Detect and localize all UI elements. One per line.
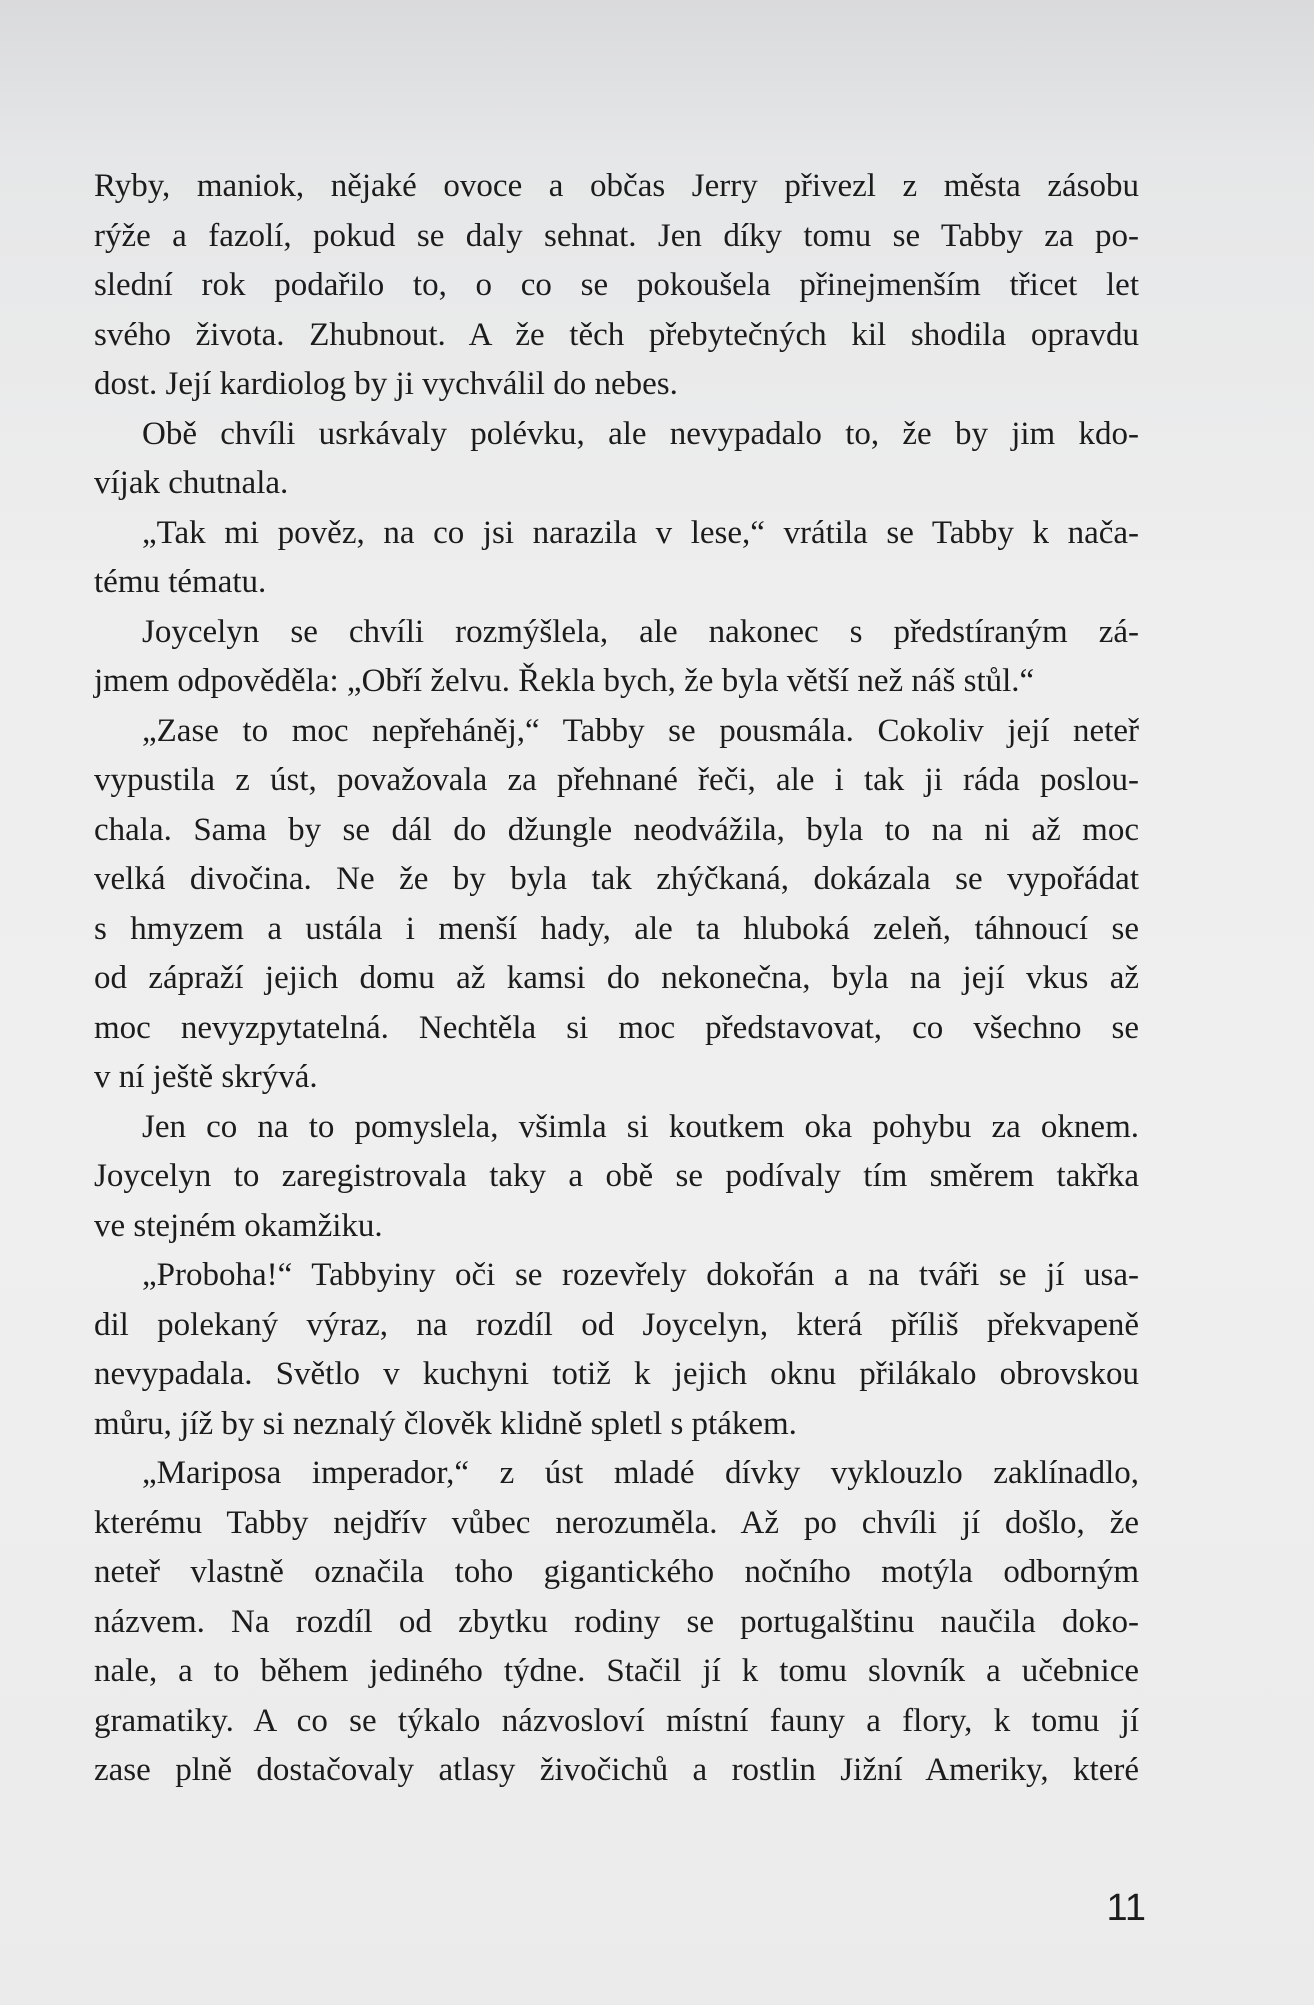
text-line: zase plně dostačovaly atlasy živočichů a rostlin Jižní Ameriky, které <box>94 1752 1139 1788</box>
paragraph <box>94 707 1139 1103</box>
text-line: můru, jíž by si neznalý člověk klidně spletl s ptákem. <box>94 1405 797 1442</box>
text-line: svého života. Zhubnout. A že těch přebytečných kil shodila opravdu <box>94 316 1139 353</box>
paragraph <box>94 509 1139 608</box>
paragraph <box>94 162 1139 410</box>
page-number: 11 <box>1106 1887 1146 1929</box>
text-line: v ní ještě skrývá. <box>94 1059 318 1095</box>
text-line: s hmyzem a ustála i menší hady, ale ta hluboká zeleň, táhnoucí se <box>94 910 1139 947</box>
text-line: od zápraží jejich domu až kamsi do nekonečna, byla na její vkus až <box>94 960 1139 996</box>
text-line: neteř vlastně označila toho gigantického nočního motýla odborným <box>94 1554 1139 1590</box>
text-line: jmem odpověděla: „Obří želvu. Řekla bych, že byla větší než náš stůl.“ <box>94 663 1035 699</box>
paragraph <box>94 1251 1139 1449</box>
paragraph <box>94 1103 1139 1252</box>
text-line: „Tak mi pověz, na co jsi narazila v lese,“ vrátila se Tabby k nača- <box>142 514 1139 551</box>
text-line: nale, a to během jediného týdne. Stačil jí k tomu slovník a učebnice <box>94 1653 1139 1689</box>
text-line: Joycelyn se chvíli rozmýšlela, ale nakonec s předstíraným zá- <box>142 613 1139 650</box>
text-line: rýže a fazolí, pokud se daly sehnat. Jen díky tomu se Tabby za po- <box>94 217 1139 254</box>
text-line: víjak chutnala. <box>94 465 289 501</box>
text-line: chala. Sama by se dál do džungle neodvážila, byla to na ni až moc <box>94 811 1139 848</box>
text-line: ve stejném okamžiku. <box>94 1207 383 1244</box>
paragraph <box>94 608 1139 707</box>
body-text <box>94 162 1139 1796</box>
text-line: slední rok podařilo to, o co se pokoušela přinejmenším třicet let <box>94 267 1139 303</box>
text-line: tému tématu. <box>94 564 267 600</box>
text-line: „Zase to moc nepřeháněj,“ Tabby se pousmála. Cokoliv její neteř <box>142 712 1139 749</box>
paragraph <box>94 1449 1139 1796</box>
text-line: názvem. Na rozdíl od zbytku rodiny se portugalštinu naučila doko- <box>94 1603 1139 1640</box>
text-line: Joycelyn to zaregistrovala taky a obě se podívaly tím směrem takřka <box>94 1158 1139 1194</box>
text-line: moc nevyzpytatelná. Nechtěla si moc představovat, co všechno se <box>94 1009 1139 1046</box>
text-line: dost. Její kardiolog by ji vychválil do nebes. <box>94 366 678 402</box>
text-line: nevypadala. Světlo v kuchyni totiž k jejich oknu přilákalo obrovskou <box>94 1356 1139 1392</box>
text-line: Obě chvíli usrkávaly polévku, ale nevypadalo to, že by jim kdo- <box>142 415 1139 452</box>
text-line: gramatiky. A co se týkalo názvosloví místní fauny a flory, k tomu jí <box>94 1702 1139 1739</box>
text-line: „Proboha!“ Tabbyiny oči se rozevřely dokořán a na tváři se jí usa- <box>142 1257 1139 1293</box>
text-line: Jen co na to pomyslela, všimla si koutkem oka pohybu za oknem. <box>142 1108 1139 1145</box>
paragraph <box>94 410 1139 509</box>
text-line: kterému Tabby nejdřív vůbec nerozuměla. Až po chvíli jí došlo, že <box>94 1504 1139 1541</box>
text-line: dil polekaný výraz, na rozdíl od Joycelyn, která příliš překvapeně <box>94 1306 1139 1343</box>
text-line: velká divočina. Ne že by byla tak zhýčkaná, dokázala se vypořádat <box>94 861 1139 897</box>
text-line: Ryby, maniok, nějaké ovoce a občas Jerry přivezl z města zásobu <box>94 168 1139 204</box>
text-line: „Mariposa imperador,“ z úst mladé dívky vyklouzlo zaklínadlo, <box>142 1455 1139 1491</box>
text-line: vypustila z úst, považovala za přehnané řeči, ale i tak ji ráda poslou- <box>94 762 1139 798</box>
